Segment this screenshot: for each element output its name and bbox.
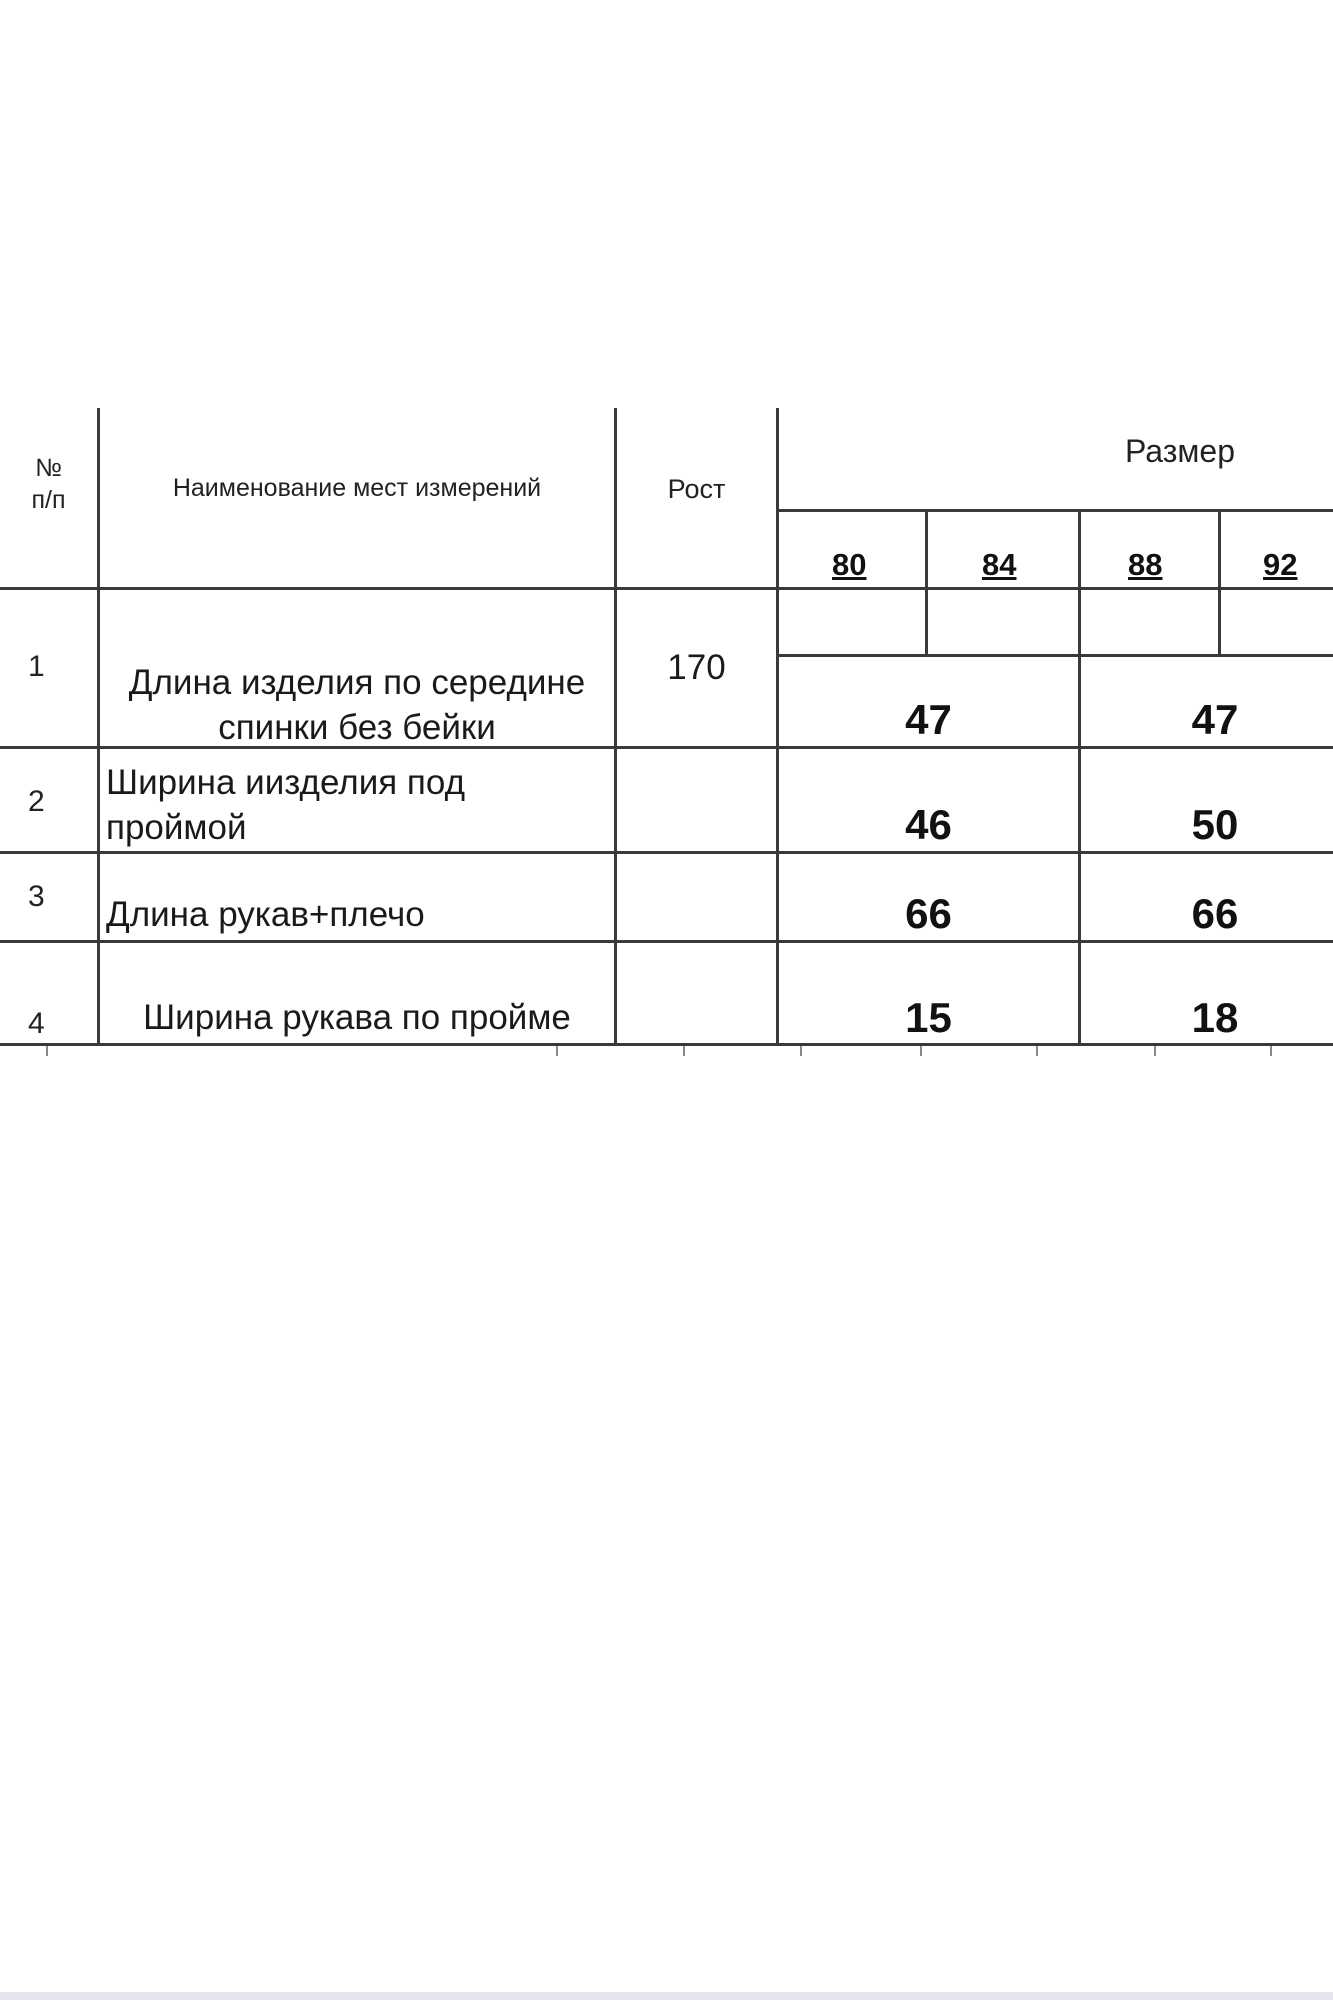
row-1-num: 1 bbox=[28, 650, 45, 683]
row-3-value-88-92: 66 bbox=[1191, 890, 1239, 937]
row-divider-2 bbox=[0, 851, 1333, 854]
tick-mark bbox=[46, 1046, 48, 1056]
tick-mark bbox=[1154, 1046, 1156, 1056]
row-2-value-88-92: 50 bbox=[1191, 801, 1239, 848]
row-divider-header bbox=[0, 587, 1333, 590]
row-2-value-80-84: 46 bbox=[905, 801, 952, 848]
row-3-value-80-84: 66 bbox=[905, 890, 952, 937]
row-2-num: 2 bbox=[28, 785, 45, 818]
row-divider-header-size bbox=[777, 509, 1333, 512]
row-1-value-88-92: 47 bbox=[1191, 696, 1239, 743]
tick-mark bbox=[1270, 1046, 1272, 1056]
tick-mark bbox=[556, 1046, 558, 1056]
row-3-name: Длина рукав+плечо bbox=[106, 895, 425, 934]
size-label-92: 92 bbox=[1263, 547, 1298, 582]
tick-mark bbox=[920, 1046, 922, 1056]
tick-mark bbox=[683, 1046, 685, 1056]
row-3-num: 3 bbox=[28, 880, 45, 913]
col-divider-size-84-88 bbox=[1078, 509, 1081, 1046]
row-4-value-88-92: 18 bbox=[1191, 994, 1239, 1041]
tick-mark bbox=[800, 1046, 802, 1056]
row-divider-empty bbox=[777, 654, 1333, 657]
row-4-num: 4 bbox=[28, 1007, 45, 1040]
header-height: Рост bbox=[667, 474, 726, 504]
row-2-name: Ширина иизделия под проймой bbox=[106, 763, 465, 847]
header-num: № п/п bbox=[31, 454, 66, 514]
size-label-84: 84 bbox=[982, 547, 1017, 582]
header-size: Размер bbox=[1125, 433, 1235, 469]
header-name: Наименование мест измерений bbox=[172, 474, 542, 502]
row-divider-3 bbox=[0, 940, 1333, 943]
col-divider-size-80-84 bbox=[925, 509, 928, 656]
row-1-height: 170 bbox=[667, 648, 726, 687]
row-4-name: Ширина рукава по пройме bbox=[143, 998, 571, 1037]
col-divider-size-88-92 bbox=[1218, 509, 1221, 656]
row-divider-bottom bbox=[0, 1043, 1333, 1046]
row-4-value-80-84: 15 bbox=[905, 994, 952, 1041]
size-label-88: 88 bbox=[1128, 547, 1163, 582]
tick-mark bbox=[1036, 1046, 1038, 1056]
size-label-80: 80 bbox=[832, 547, 867, 582]
row-1-value-80-84: 47 bbox=[905, 696, 952, 743]
row-1-name: Длина изделия по середине спинки без бейки bbox=[128, 663, 586, 747]
bottom-scroll-strip bbox=[0, 1992, 1333, 2000]
